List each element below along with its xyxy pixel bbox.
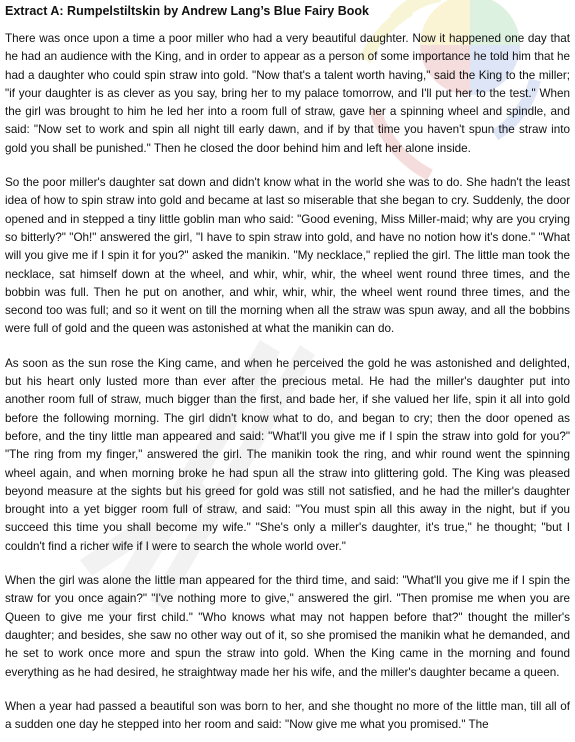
paragraph-2: So the poor miller's daughter sat down and didn't know what in the world she was to do. She hadn't the least idea of how to spin straw into gold and became at last so miserable that she began to cry. Suddenly, the door opened and in stepped a tiny little goblin man who said: "Good evening, Miss Miller-maid; why are you crying so bitterly?" "Oh!" answered the girl, "I have to spin straw into gold, and have no notion how it's done." "What will you give me if I spin it for you?" asked the manikin. "My necklace," replied the girl. The little man took the necklace, sat himself down at the wheel, and whir, whir, whir, the wheel went round three times, and the bobbin was full. Then he put on another, and whir, whir, whir, the wheel went round three times, and the second too was full; and so it went on till the morning when all the straw was spun away, and all the bobbins were full of gold and the queen was astonished at what the manikin can do. [5,176,570,336]
document-title: Extract A: Rumpelstiltskin by Andrew Lang’s Blue Fairy Book [5,4,369,18]
paragraph-1: There was once upon a time a poor miller who had a very beautiful daughter. Now it happened one day that he had an audience with the King, and in order to appear as a person of some importance he told him that he had a daughter who could spin straw into gold. "Now that's a talent worth having," said the King to the miller; "if your daughter is as clever as you say, bring her to my palace tomorrow, and I'll put her to the test." When the girl was brought to him he led her into a room full of straw, gave her a spinning wheel and spindle, and said: "Now set to work and spin all night till early dawn, and if by that time you haven't spun the straw into gold you shall be punished." Then he closed the door behind him and left her alone inside. [5,32,570,155]
paragraph-3: As soon as the sun rose the King came, and when he perceived the gold he was astonished and delighted, but his heart only lusted more than ever after the precious metal. He had the miller's daughter put into another room full of straw, much bigger than the first, and bade her, if she valued her life, spin it all into gold before the following morning. The girl didn't know what to do, and began to cry; then the door opened as before, and the tiny little man appeared and said: "What'll you give me if I spin the straw into gold for you?" "The ring from my finger," answered the girl. The manikin took the ring, and whir round went the spinning wheel again, and when morning broke he had spun all the straw into glittering gold. The King was pleased beyond measure at the sights but his greed for gold was still not satisfied, and he had the miller's daughter brought into a yet bigger room full of straw, and said: "You must spin all this away in the night, but if you succeed this time you shall become my wife." "She's only a miller's daughter, it's true," he thought; "but I couldn't find a richer wife if I were to search the whole world over." [5,356,570,553]
paragraph-5: When a year had passed a beautiful son was born to her, and she thought no more of the little man, till all of a sudden one day he stepped into her room and said: "Now give me what you promised." The [5,699,570,732]
paragraph-4: When the girl was alone the little man appeared for the third time, and said: "What'll you give me if I spin the straw for you once again?" "I've nothing more to give," answered the girl. "Then promise me when you are Queen to give me your first child." "Who knows what may not happen before that?" thought the miller's daughter; and besides, she saw no other way out of it, so she promised the manikin what he demanded, and he set to work once more and spun the straw into gold. When the King came in the morning and found everything as he had desired, he straightway made her his wife, and the miller's daughter became a queen. [5,574,570,679]
